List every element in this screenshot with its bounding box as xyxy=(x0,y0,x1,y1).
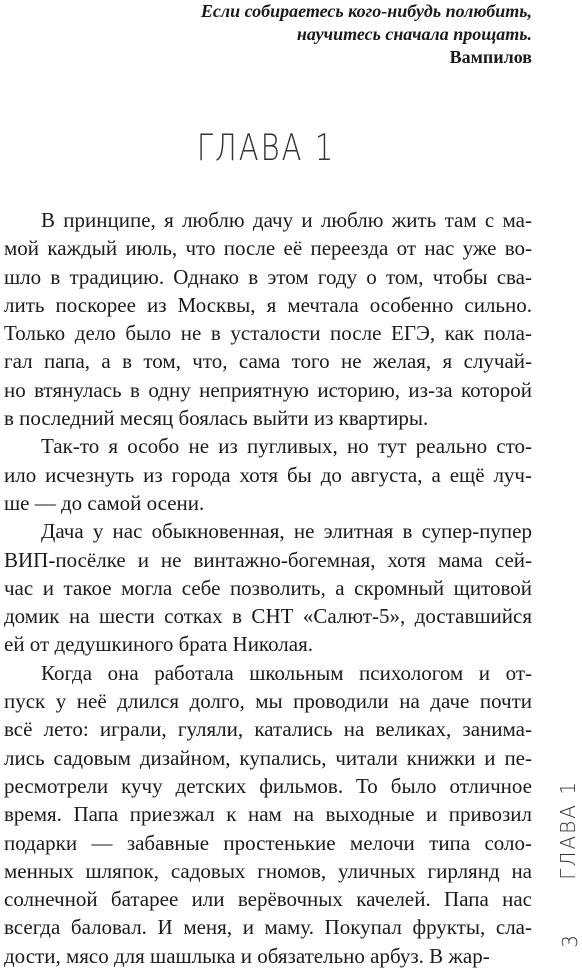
text-line: солнечной батарее или верёвочных качелей. Папа нас xyxy=(4,887,532,912)
text-line: ей от дедушкиного брата Николая. xyxy=(4,632,314,657)
page-number: 3 xyxy=(558,935,582,948)
body-text xyxy=(4,206,532,970)
text-line: время. Папа приезжал к нам на выходные и привозил xyxy=(4,802,532,827)
text-line: пуск у неё длился долго, мы проводили на даче почти xyxy=(4,689,532,714)
text-line: В принципе, я люблю дачу и люблю жить там с ма- xyxy=(41,208,532,232)
text-line: час и такое могла себе позволить, а скромный щитовой xyxy=(4,575,532,600)
text-line: менных шляпок, садовых гномов, уличных гирлянд на xyxy=(4,858,532,883)
text-line: всё лето: играли, гуляли, катались на великах, занима- xyxy=(4,717,532,742)
epigraph-line: Если собираетесь кого-нибудь полюбить, xyxy=(200,1,532,21)
text-line: Так-то я особо не из пугливых, но тут реально сто- xyxy=(41,434,532,459)
epigraph-quote xyxy=(92,0,532,46)
text-line: ило исчезнуть из города хотя бы до августа, а ещё луч- xyxy=(4,462,532,487)
text-line: ВИП-посёлке и не винтажно-богемная, хотя мама сей- xyxy=(4,547,532,572)
text-line: Только дело было не в усталости после ЕГЭ, как пола- xyxy=(4,321,532,346)
epigraph-author: Вампилов xyxy=(449,47,532,67)
text-line: лись садовым дизайном, купались, читали книжки и пе- xyxy=(4,745,532,770)
running-header: ГЛАВА 1 xyxy=(556,780,580,880)
epigraph xyxy=(92,0,532,69)
text-line: шло в традицию. Однако в этом году о том, чтобы сва- xyxy=(4,264,532,289)
text-line: гал папа, а в том, что, сама того не желая, я случай- xyxy=(4,349,532,374)
text-line: домик на шести сотках в СНТ «Салют-5», доставшийся xyxy=(4,604,532,629)
text-line: ше — до самой осени. xyxy=(4,490,205,515)
text-line: подарки — забавные простенькие мелочи типа соло- xyxy=(4,830,532,855)
text-line: дости, мясо для шашлыка и обязательно арбуз. В жар- xyxy=(4,943,490,968)
text-line: в последний месяц боялась выйти из квартиры. xyxy=(4,406,429,431)
text-line: всегда баловал. И меня, и маму. Покупал фрукты, сла- xyxy=(4,915,532,940)
paragraph xyxy=(4,432,532,517)
epigraph-line: научитесь сначала прощать. xyxy=(296,24,532,44)
paragraph xyxy=(4,517,532,658)
text-line: мой каждый июль, что после её переезда от нас уже во- xyxy=(4,236,532,261)
text-line: но втянулась в одну неприятную историю, из-за которой xyxy=(4,377,532,402)
text-line: Дача у нас обыкновенная, не элитная в супер-пупер xyxy=(41,519,532,544)
chapter-title: ГЛАВА 1 xyxy=(196,126,336,169)
paragraph xyxy=(4,659,532,970)
text-line: лить поскорее из Москвы, я мечтала особенно сильно. xyxy=(4,292,532,317)
paragraph xyxy=(4,206,532,432)
text-line: ресмотрели кучу детских фильмов. То было отличное xyxy=(4,773,532,798)
text-line: Когда она работала школьным психологом и от- xyxy=(41,660,532,685)
